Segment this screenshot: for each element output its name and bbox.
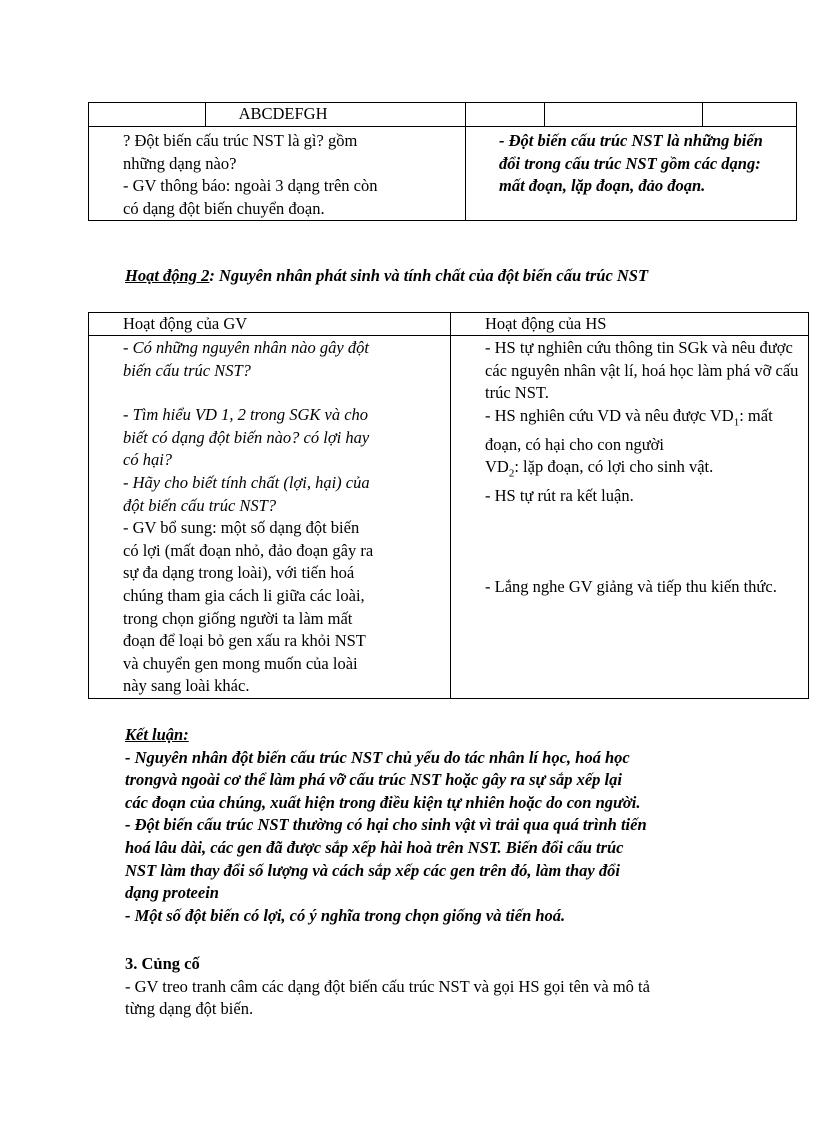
gv-question: có hại? [123, 450, 173, 470]
table1-header-cell: ABCDEFGH [205, 103, 465, 127]
hs-response: đoạn, có hại cho con người [485, 434, 664, 454]
table1-header-divider [308, 102, 545, 126]
table2-gv-column [89, 336, 451, 699]
hs-response: các nguyên nhân vật lí, hoá học làm phá vỡ cấu [485, 360, 799, 380]
conclusion-line: - Nguyên nhân đột biến cấu trúc NST chủ yếu do tác nhân lí học, hoá học [125, 747, 630, 767]
table1-left-line: - GV thông báo: ngoài 3 dạng trên còn [123, 176, 378, 196]
gv-addition: này sang loài khác. [123, 676, 250, 696]
activity-label: Hoạt động 2 [125, 266, 210, 285]
gv-question: - Tìm hiểu VD 1, 2 trong SGK và cho [123, 405, 369, 425]
hs-response-example: $VD_2$: lặp đoạn, có lợi cho sinh vật. [485, 457, 714, 480]
table1-empty-cell [89, 103, 206, 127]
section-line: - GV treo tranh câm các dạng đột biến cấu trúc NST và gọi HS gọi tên và mô tả [125, 976, 650, 996]
table2-header-gv: Hoạt động của GV [89, 313, 451, 336]
table1-left-line: có dạng đột biến chuyển đoạn. [123, 198, 325, 218]
hs-response-example: - HS nghiên cứu VD và nêu được $VD_1$: mất [485, 405, 773, 429]
conclusion-line: các đoạn của chúng, xuất hiện trong điều kiện tự nhiên hoặc do con người. [125, 792, 641, 812]
conclusion-heading: Kết luận: [125, 725, 189, 744]
table-activities [88, 312, 809, 699]
activity-title: : Nguyên nhân phát sinh và tính chất của đột biến cấu trúc NST [209, 266, 649, 285]
conclusion-line: trongvà ngoài cơ thể làm phá vỡ cấu trúc NST hoặc gây ra sự sắp xếp lại [125, 770, 622, 790]
conclusion-line: dạng proteein [125, 883, 219, 903]
table1-right-line: mất đoạn, lặp đoạn, đảo đoạn. [499, 176, 706, 196]
gv-addition: và chuyển gen mong muốn của loài [123, 653, 358, 673]
gv-addition: chúng tham gia cách li giữa các loài, [123, 585, 365, 605]
section-line: từng dạng đột biến. [125, 999, 254, 1019]
hs-response: - HS tự rút ra kết luận. [485, 486, 634, 506]
gv-question: đột biến cấu trúc NST? [123, 495, 277, 515]
gv-question: - Hãy cho biết tính chất (lợi, hại) của [123, 472, 370, 492]
table2-hs-column [451, 336, 809, 699]
section-heading: 3. Củng cố [125, 954, 200, 973]
conclusion-line: hoá lâu dài, các gen đã được sắp xếp hài hoà trên NST. Biến đổi cấu trúc [125, 837, 624, 857]
table1-left-cell [89, 127, 466, 221]
gv-addition: sự đa dạng trong loài), với tiến hoá [123, 563, 355, 583]
conclusion-line: - Một số đột biến có lợi, có ý nghĩa trong chọn giống và tiến hoá. [125, 905, 566, 925]
table1-right-cell [466, 127, 797, 221]
conclusion-section [125, 724, 647, 927]
conclusion-line: - Đột biến cấu trúc NST thường có hại cho sinh vật vì trải qua quá trình tiến [125, 815, 647, 835]
gv-question: biến cấu trúc NST? [123, 360, 251, 380]
conclusion-line: NST làm thay đổi số lượng và cách sắp xếp các gen trên đó, làm thay đổi [125, 860, 620, 880]
table1-right-line: đổi trong cấu trúc NST gồm các dạng: [499, 153, 761, 173]
table2-header-hs: Hoạt động của HS [451, 313, 809, 336]
table1-left-line: những dạng nào? [123, 153, 237, 173]
activity-heading [125, 265, 648, 287]
table1-left-line: ? Đột biến cấu trúc NST là gì? gồm [123, 131, 358, 150]
gv-addition: - GV bổ sung: một số dạng đột biến [123, 518, 360, 538]
section-consolidation [125, 953, 650, 1021]
gv-question: biết có dạng đột biến nào? có lợi hay [123, 427, 370, 447]
gv-question: - Có những nguyên nhân nào gây đột [123, 338, 369, 357]
gv-addition: trong chọn giống người ta làm mất [123, 608, 353, 628]
hs-response: - HS tự nghiên cứu thông tin SGk và nêu được [485, 338, 793, 357]
hs-response: trúc NST. [485, 383, 549, 403]
table1-right-line: - Đột biến cấu trúc NST là những biến [499, 131, 763, 150]
gv-addition: có lợi (mất đoạn nhỏ, đảo đoạn gây ra [123, 540, 374, 560]
gv-addition: đoạn để loại bỏ gen xấu ra khỏi NST [123, 631, 366, 651]
hs-response: - Lắng nghe GV giảng và tiếp thu kiến thức. [485, 576, 777, 596]
